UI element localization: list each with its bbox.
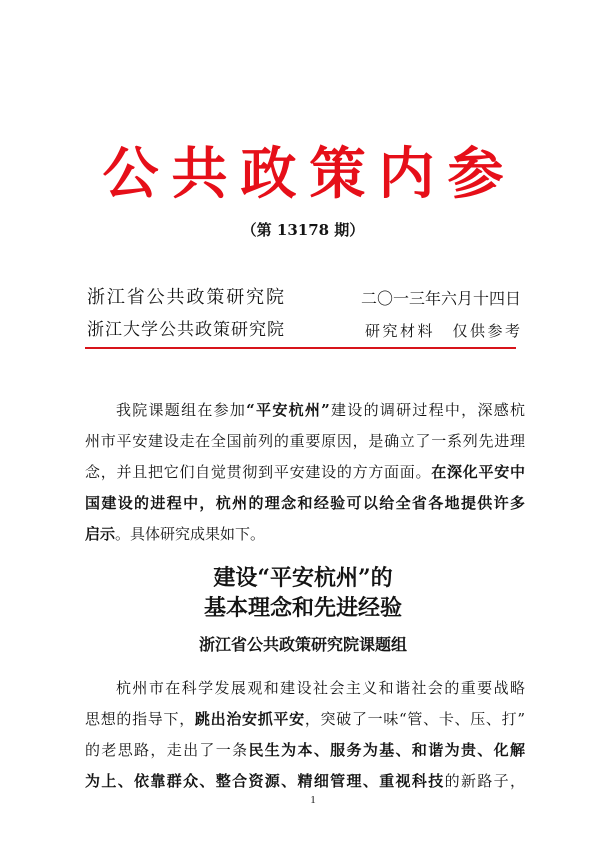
bold-text-run: 民生为本、服务为基、和谐为贵、化解 bbox=[248, 741, 525, 759]
bold-text-run: 跳出治安抓平安 bbox=[194, 710, 305, 728]
bold-text-run: “平安杭州” bbox=[246, 401, 330, 419]
page-number: 1 bbox=[310, 794, 316, 806]
header-divider bbox=[85, 347, 516, 349]
text-run: 思想的指导下， bbox=[85, 710, 195, 728]
text-run: 我院课题组在参加 bbox=[116, 401, 247, 419]
paragraph-line bbox=[85, 426, 525, 457]
bold-text-run: 在深化平安中 bbox=[431, 463, 525, 481]
article-paragraph bbox=[85, 673, 525, 797]
paragraph-line bbox=[85, 673, 525, 704]
text-run: 。具体研究成果如下。 bbox=[115, 525, 266, 543]
article-byline: 浙江省公共政策研究院课题组 bbox=[198, 635, 407, 654]
institute-name-2: 浙江大学公共政策研究院 bbox=[87, 320, 284, 340]
masthead-title: 公共政策内参 bbox=[102, 141, 517, 207]
text-run: 建设的调研过程中，深感杭 bbox=[329, 401, 525, 419]
text-run: ，突破了一味“管、卡、压、打” bbox=[304, 710, 525, 728]
issue-number: （第 13178 期） bbox=[241, 221, 365, 239]
institute-name-1: 浙江省公共政策研究院 bbox=[87, 287, 284, 308]
usage-note: 研究材料 仅供参考 bbox=[365, 322, 520, 340]
article-title-line-2: 基本理念和先进经验 bbox=[203, 595, 402, 621]
text-run: 念，并且把它们自觉贯彻到平安建设的方方面面。 bbox=[85, 463, 432, 481]
bold-text-run: 启示 bbox=[85, 525, 116, 543]
text-run: 杭州市在科学发展观和建设社会主义和谐社会的重要战略 bbox=[116, 679, 525, 697]
text-run: 的新路子， bbox=[444, 772, 525, 790]
paragraph-line bbox=[85, 735, 525, 766]
text-run: 的老思路，走出了一条 bbox=[85, 741, 249, 759]
paragraph-line bbox=[85, 395, 525, 426]
paragraph-line bbox=[85, 704, 525, 735]
article-title-line-1: 建设“平安杭州”的 bbox=[213, 565, 393, 591]
text-run: 州市平安建设走在全国前列的重要原因，是确立了一系列先进理 bbox=[85, 432, 525, 450]
bold-text-run: 为上、依靠群众、整合资源、精细管理、重视科技 bbox=[85, 772, 445, 790]
bold-text-run: 国建设的进程中，杭州的理念和经验可以给全省各地提供许多 bbox=[85, 494, 525, 512]
publication-date: 二〇一三年六月十四日 bbox=[361, 289, 522, 308]
intro-paragraph bbox=[85, 395, 525, 550]
paragraph-line bbox=[85, 488, 525, 519]
paragraph-line bbox=[85, 457, 525, 488]
paragraph-line bbox=[85, 519, 525, 550]
